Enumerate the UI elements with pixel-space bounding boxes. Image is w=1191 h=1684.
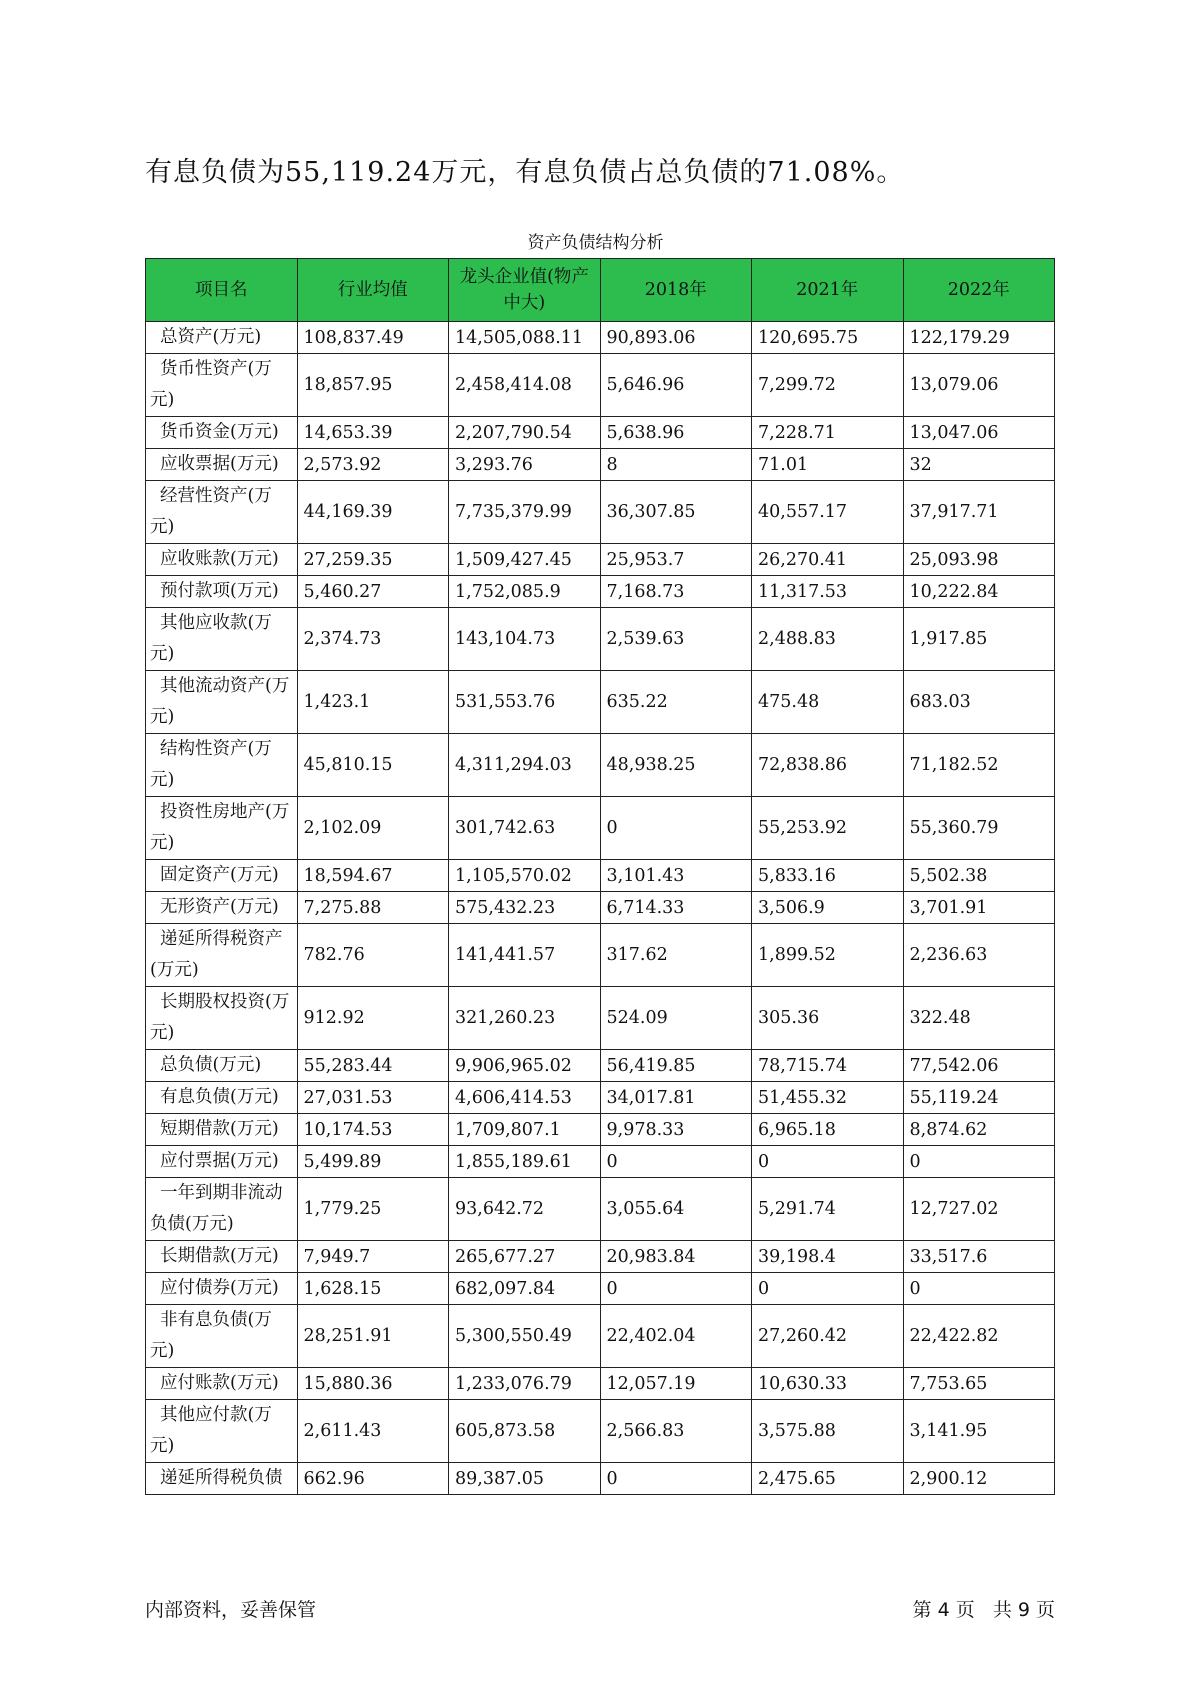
table-cell: 55,283.44 — [297, 1050, 449, 1082]
table-cell: 9,906,965.02 — [449, 1050, 601, 1082]
header-item: 项目名 — [146, 259, 298, 322]
footer-page-number: 第 4 页 共 9 页 — [912, 1599, 1055, 1621]
table-cell: 55,119.24 — [903, 1082, 1055, 1114]
table-cell: 305.36 — [752, 987, 904, 1050]
table-cell: 7,949.7 — [297, 1241, 449, 1273]
header-industry-avg: 行业均值 — [297, 259, 449, 322]
table-cell: 9,978.33 — [600, 1114, 752, 1146]
table-row — [146, 1305, 1055, 1368]
table-row — [146, 322, 1055, 354]
table-cell: 77,542.06 — [903, 1050, 1055, 1082]
table-cell: 0 — [903, 1273, 1055, 1305]
table-cell: 55,253.92 — [752, 797, 904, 860]
table-cell: 635.22 — [600, 671, 752, 734]
row-label: 长期借款(万元) — [146, 1241, 298, 1273]
table-cell: 1,423.1 — [297, 671, 449, 734]
table-cell: 10,174.53 — [297, 1114, 449, 1146]
table-cell: 1,779.25 — [297, 1178, 449, 1241]
header-2018: 2018年 — [600, 259, 752, 322]
table-cell: 3,141.95 — [903, 1400, 1055, 1463]
table-cell: 0 — [752, 1146, 904, 1178]
table-cell: 2,236.63 — [903, 924, 1055, 987]
table-cell: 5,502.38 — [903, 860, 1055, 892]
row-label: 递延所得税负债 — [146, 1463, 298, 1495]
table-cell: 26,270.41 — [752, 544, 904, 576]
table-cell: 27,031.53 — [297, 1082, 449, 1114]
table-cell: 2,488.83 — [752, 608, 904, 671]
table-row — [146, 892, 1055, 924]
table-cell: 683.03 — [903, 671, 1055, 734]
table-row — [146, 417, 1055, 449]
row-label: 无形资产(万元) — [146, 892, 298, 924]
table-row — [146, 734, 1055, 797]
table-row — [146, 1050, 1055, 1082]
table-cell: 141,441.57 — [449, 924, 601, 987]
table-cell: 32 — [903, 449, 1055, 481]
table-cell: 1,233,076.79 — [449, 1368, 601, 1400]
table-cell: 55,360.79 — [903, 797, 1055, 860]
balance-sheet-table — [145, 258, 1055, 1495]
table-cell: 0 — [600, 1463, 752, 1495]
table-cell: 28,251.91 — [297, 1305, 449, 1368]
table-cell: 2,475.65 — [752, 1463, 904, 1495]
row-label: 短期借款(万元) — [146, 1114, 298, 1146]
table-cell: 3,101.43 — [600, 860, 752, 892]
row-label: 递延所得税资产(万元) — [146, 924, 298, 987]
header-2022: 2022年 — [903, 259, 1055, 322]
table-cell: 2,611.43 — [297, 1400, 449, 1463]
row-label: 应付票据(万元) — [146, 1146, 298, 1178]
table-cell: 71.01 — [752, 449, 904, 481]
row-label: 固定资产(万元) — [146, 860, 298, 892]
footer-confidential: 内部资料，妥善保管 — [145, 1599, 317, 1621]
table-cell: 122,179.29 — [903, 322, 1055, 354]
table-cell: 27,259.35 — [297, 544, 449, 576]
table-cell: 2,458,414.08 — [449, 354, 601, 417]
table-cell: 13,047.06 — [903, 417, 1055, 449]
table-cell: 6,714.33 — [600, 892, 752, 924]
table-cell: 15,880.36 — [297, 1368, 449, 1400]
table-cell: 7,228.71 — [752, 417, 904, 449]
row-label: 总负债(万元) — [146, 1050, 298, 1082]
row-label: 预付款项(万元) — [146, 576, 298, 608]
table-cell: 36,307.85 — [600, 481, 752, 544]
table-cell: 45,810.15 — [297, 734, 449, 797]
table-cell: 25,093.98 — [903, 544, 1055, 576]
table-cell: 7,753.65 — [903, 1368, 1055, 1400]
table-row — [146, 576, 1055, 608]
table-cell: 56,419.85 — [600, 1050, 752, 1082]
table-cell: 90,893.06 — [600, 322, 752, 354]
row-label: 非有息负债(万元) — [146, 1305, 298, 1368]
table-row — [146, 1368, 1055, 1400]
table-cell: 4,311,294.03 — [449, 734, 601, 797]
table-row — [146, 924, 1055, 987]
table-cell: 662.96 — [297, 1463, 449, 1495]
table-cell: 25,953.7 — [600, 544, 752, 576]
table-row — [146, 481, 1055, 544]
table-cell: 7,735,379.99 — [449, 481, 601, 544]
table-cell: 33,517.6 — [903, 1241, 1055, 1273]
table-cell: 5,638.96 — [600, 417, 752, 449]
table-row — [146, 1146, 1055, 1178]
table-cell: 1,917.85 — [903, 608, 1055, 671]
table-cell: 18,857.95 — [297, 354, 449, 417]
table-cell: 37,917.71 — [903, 481, 1055, 544]
table-cell: 0 — [600, 797, 752, 860]
table-cell: 0 — [600, 1273, 752, 1305]
table-row — [146, 1241, 1055, 1273]
table-row — [146, 1178, 1055, 1241]
table-cell: 321,260.23 — [449, 987, 601, 1050]
table-cell: 1,899.52 — [752, 924, 904, 987]
table-cell: 72,838.86 — [752, 734, 904, 797]
row-label: 其他应付款(万元) — [146, 1400, 298, 1463]
table-cell: 265,677.27 — [449, 1241, 601, 1273]
table-cell: 322.48 — [903, 987, 1055, 1050]
row-label: 其他应收款(万元) — [146, 608, 298, 671]
table-cell: 89,387.05 — [449, 1463, 601, 1495]
table-cell: 8,874.62 — [903, 1114, 1055, 1146]
table-row — [146, 987, 1055, 1050]
table-row — [146, 1114, 1055, 1146]
table-cell: 93,642.72 — [449, 1178, 601, 1241]
table-cell: 5,291.74 — [752, 1178, 904, 1241]
table-cell: 34,017.81 — [600, 1082, 752, 1114]
table-cell: 2,207,790.54 — [449, 417, 601, 449]
intro-text: 有息负债为55,119.24万元，有息负债占总负债的71.08%。 — [145, 157, 905, 188]
table-cell: 2,102.09 — [297, 797, 449, 860]
table-row — [146, 671, 1055, 734]
table-cell: 4,606,414.53 — [449, 1082, 601, 1114]
table-cell: 2,374.73 — [297, 608, 449, 671]
table-cell: 10,630.33 — [752, 1368, 904, 1400]
table-cell: 14,653.39 — [297, 417, 449, 449]
table-cell: 2,539.63 — [600, 608, 752, 671]
table-cell: 71,182.52 — [903, 734, 1055, 797]
table-cell: 18,594.67 — [297, 860, 449, 892]
table-row — [146, 797, 1055, 860]
table-cell: 6,965.18 — [752, 1114, 904, 1146]
table-cell: 682,097.84 — [449, 1273, 601, 1305]
row-label: 应付债券(万元) — [146, 1273, 298, 1305]
table-cell: 5,646.96 — [600, 354, 752, 417]
table-row — [146, 1082, 1055, 1114]
row-label: 有息负债(万元) — [146, 1082, 298, 1114]
table-cell: 1,509,427.45 — [449, 544, 601, 576]
table-cell: 0 — [752, 1273, 904, 1305]
table-cell: 5,460.27 — [297, 576, 449, 608]
table-cell: 8 — [600, 449, 752, 481]
table-cell: 317.62 — [600, 924, 752, 987]
table-cell: 912.92 — [297, 987, 449, 1050]
table-cell: 22,422.82 — [903, 1305, 1055, 1368]
table-cell: 14,505,088.11 — [449, 322, 601, 354]
row-label: 总资产(万元) — [146, 322, 298, 354]
table-cell: 1,855,189.61 — [449, 1146, 601, 1178]
table-cell: 1,628.15 — [297, 1273, 449, 1305]
table-row — [146, 449, 1055, 481]
table-cell: 605,873.58 — [449, 1400, 601, 1463]
table-cell: 22,402.04 — [600, 1305, 752, 1368]
row-label: 一年到期非流动负债(万元) — [146, 1178, 298, 1241]
table-cell: 3,293.76 — [449, 449, 601, 481]
header-leader: 龙头企业值(物产中大) — [449, 259, 601, 322]
table-cell: 143,104.73 — [449, 608, 601, 671]
table-row — [146, 1400, 1055, 1463]
row-label: 货币资金(万元) — [146, 417, 298, 449]
table-cell: 108,837.49 — [297, 322, 449, 354]
table-cell: 575,432.23 — [449, 892, 601, 924]
table-cell: 5,499.89 — [297, 1146, 449, 1178]
row-label: 投资性房地产(万元) — [146, 797, 298, 860]
row-label: 经营性资产(万元) — [146, 481, 298, 544]
table-cell: 3,506.9 — [752, 892, 904, 924]
table-cell: 51,455.32 — [752, 1082, 904, 1114]
row-label: 结构性资产(万元) — [146, 734, 298, 797]
table-cell: 1,752,085.9 — [449, 576, 601, 608]
table-cell: 13,079.06 — [903, 354, 1055, 417]
row-label: 应付账款(万元) — [146, 1368, 298, 1400]
table-header-row — [146, 259, 1055, 322]
table-cell: 39,198.4 — [752, 1241, 904, 1273]
table-cell: 2,566.83 — [600, 1400, 752, 1463]
table-cell: 20,983.84 — [600, 1241, 752, 1273]
table-cell: 475.48 — [752, 671, 904, 734]
table-cell: 12,057.19 — [600, 1368, 752, 1400]
table-cell: 1,709,807.1 — [449, 1114, 601, 1146]
row-label: 应收票据(万元) — [146, 449, 298, 481]
row-label: 应收账款(万元) — [146, 544, 298, 576]
table-cell: 3,055.64 — [600, 1178, 752, 1241]
table-row — [146, 354, 1055, 417]
table-body — [146, 322, 1055, 1495]
row-label: 货币性资产(万元) — [146, 354, 298, 417]
table-cell: 0 — [600, 1146, 752, 1178]
table-cell: 2,900.12 — [903, 1463, 1055, 1495]
row-label: 其他流动资产(万元) — [146, 671, 298, 734]
table-cell: 7,275.88 — [297, 892, 449, 924]
table-cell: 7,168.73 — [600, 576, 752, 608]
table-cell: 48,938.25 — [600, 734, 752, 797]
table-cell: 782.76 — [297, 924, 449, 987]
table-row — [146, 860, 1055, 892]
table-cell: 2,573.92 — [297, 449, 449, 481]
table-cell: 5,833.16 — [752, 860, 904, 892]
table-cell: 301,742.63 — [449, 797, 601, 860]
table-cell: 531,553.76 — [449, 671, 601, 734]
table-cell: 3,701.91 — [903, 892, 1055, 924]
table-caption: 资产负债结构分析 — [527, 233, 664, 253]
table-cell: 78,715.74 — [752, 1050, 904, 1082]
table-cell: 12,727.02 — [903, 1178, 1055, 1241]
table-cell: 7,299.72 — [752, 354, 904, 417]
table-cell: 524.09 — [600, 987, 752, 1050]
table-cell: 3,575.88 — [752, 1400, 904, 1463]
table-cell: 120,695.75 — [752, 322, 904, 354]
table-cell: 40,557.17 — [752, 481, 904, 544]
table-cell: 10,222.84 — [903, 576, 1055, 608]
table-cell: 1,105,570.02 — [449, 860, 601, 892]
table-cell: 11,317.53 — [752, 576, 904, 608]
table-cell: 27,260.42 — [752, 1305, 904, 1368]
table-row — [146, 1463, 1055, 1495]
row-label: 长期股权投资(万元) — [146, 987, 298, 1050]
table-cell: 0 — [903, 1146, 1055, 1178]
table-row — [146, 544, 1055, 576]
table-cell: 44,169.39 — [297, 481, 449, 544]
header-2021: 2021年 — [752, 259, 904, 322]
table-cell: 5,300,550.49 — [449, 1305, 601, 1368]
table-row — [146, 608, 1055, 671]
table-row — [146, 1273, 1055, 1305]
